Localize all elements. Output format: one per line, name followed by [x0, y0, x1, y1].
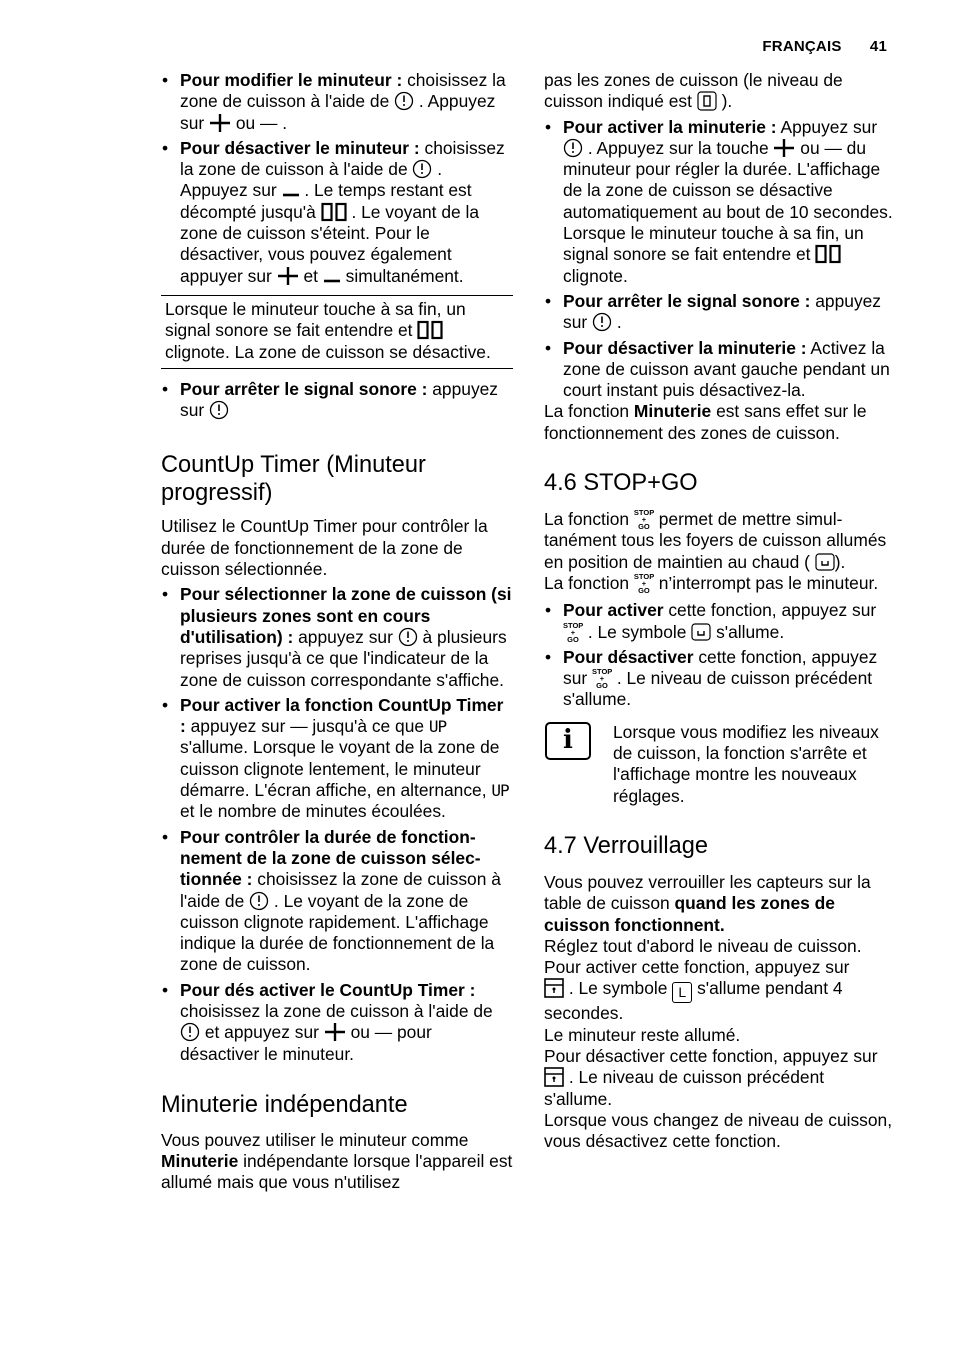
- signal-list: [161, 379, 513, 422]
- lock-paragraph-3: Pour activer cette fonction, appuyez sur . Le symbole L s'allume pendant 4 secondes.: [544, 957, 850, 1024]
- lock-paragraph-6: Lorsque vous changez de niveau de cuisson, vous désactivez cette fonction.: [544, 1109, 893, 1152]
- timer-icon: [398, 627, 418, 647]
- double-zero-display-icon: [417, 320, 443, 340]
- lock-icon: [544, 978, 564, 998]
- timer-icon: [249, 891, 269, 911]
- info-note: [544, 722, 896, 807]
- stop-go-paragraph-2: La fonction STOP + GO n’interrompt pas le minuteur.: [544, 571, 879, 595]
- stop-go-paragraph-1: La fonction STOP + GO permet de mettre simultanément tous les foyers de cuisson allumés en position de maintien au chaud ( ).: [544, 508, 887, 572]
- page-number: 41: [869, 38, 887, 55]
- countup-heading: CountUp Timer (Minuteur progressif): [161, 452, 426, 507]
- minus-icon: [282, 188, 300, 200]
- timer-icon: [394, 91, 414, 111]
- minuterie-paragraph: Vous pouvez utiliser le minuteur comme Minuterie indépendante lorsque l'appareil est allumé mais que vous n'utilisez: [161, 1129, 513, 1193]
- list-item: • Pour sélectionner la zone de cuisson (si plusieurs zones sont en cours d'utilisation) : appuyez sur à plusieurs reprises jusqu'à ce que l'indicateur de la zone de cuisson correspondante s'affiche.: [161, 584, 513, 690]
- lock-paragraph-4: Le minuteur reste allumé.: [544, 1024, 741, 1045]
- list-item: • Pour désactiver la minuterie : Activez la zone de cuisson avant gauche pendant un court instant puis désactivez-la.: [544, 338, 896, 402]
- lock-symbol-icon: L: [672, 982, 692, 1003]
- timer-icon: [180, 1022, 200, 1042]
- list-item: • Pour désactiver cette fonction, appuyez sur STOP + GO . Le niveau de cuisson précédent s'allume.: [544, 647, 896, 711]
- info-note-text: Lorsque vous modifiez les niveaux de cuisson, la fonction s'arrête et l'affichage montre les nouveaux réglages.: [613, 721, 879, 806]
- keep-warm-icon: [815, 552, 835, 572]
- timer-end-note: Lorsque le minuteur touche à sa fin, un signal sonore se fait entendre et clignote. La zone de cuisson se désactive.: [161, 295, 513, 369]
- zero-level-icon: [697, 91, 717, 111]
- stop-go-icon: STOP + GO: [592, 667, 613, 691]
- stop-go-list: [544, 600, 896, 710]
- right-column: [544, 70, 896, 1152]
- timer-icon: [209, 400, 229, 420]
- up-display-icon: UP: [491, 781, 509, 801]
- minuterie-list: [544, 117, 896, 402]
- stop-go-icon: STOP + GO: [633, 571, 655, 595]
- double-zero-display-icon: [815, 244, 841, 264]
- left-column: [161, 70, 513, 1194]
- timer-list: [161, 70, 513, 287]
- countup-intro: Utilisez le CountUp Timer pour contrôler la durée de fonctionnement de la zone de cuisson sélectionnée.: [161, 516, 488, 580]
- timer-icon: [563, 138, 583, 158]
- keep-warm-icon: [691, 622, 711, 642]
- minuterie-heading: Minuterie indépendante: [161, 1091, 408, 1118]
- list-item: • Pour activer la minuterie : Appuyez sur . Appuyez sur la touche ou — du minuteur pour régler la durée. L'affichage de la zone de cuisson se désactive automatiquement au bout de 10 secondes. Lorsque le minuteur touche à sa fin, un signal sonore se fait entendre et clignote.: [544, 117, 896, 287]
- stop-go-heading: 4.6 STOP+GO: [544, 470, 698, 497]
- lock-heading: 4.7 Verrouillage: [544, 832, 708, 859]
- stop-go-icon: STOP + GO: [563, 620, 584, 644]
- plus-icon: [324, 1022, 346, 1042]
- countup-list: [161, 584, 513, 1065]
- plus-icon: [277, 266, 299, 286]
- lock-icon: [544, 1067, 564, 1087]
- list-item: • Pour contrôler la durée de fonctionnement de la zone de cuisson sélectionnée : choisissez la zone de cuisson à l'aide de . Le voyant de la zone de cuisson clignote rapidement. L'affichage indique la durée de fonctionnement de la zone de cuisson.: [161, 827, 513, 976]
- list-item: • Pour dés activer le CountUp Timer : choisissez la zone de cuisson à l'aide de et appuyez sur ou — pour désactiver le minuteur.: [161, 980, 513, 1065]
- minuterie-function-note: La fonction Minuterie est sans effet sur le fonctionnement des zones de cuisson.: [544, 401, 867, 443]
- lock-paragraph-5: Pour désactiver cette fonction, appuyez sur . Le niveau de cuisson précédent s'allume.: [544, 1045, 878, 1109]
- list-item: • Pour arrêter le signal sonore : appuyez sur .: [544, 291, 896, 334]
- page-header: [762, 38, 887, 55]
- up-display-icon: UP: [428, 717, 447, 737]
- plus-icon: [209, 113, 231, 133]
- info-icon: i: [545, 722, 591, 760]
- list-item: • Pour activer la fonction CountUp Timer : appuyez sur — jusqu'à ce que UP s'allume. Lorsque le voyant de la zone de cuisson clignote lentement, le minuteur démarre. L'écran affiche, en alternance, UP et le nombre de minutes écoulées.: [161, 695, 513, 823]
- timer-icon: [412, 159, 432, 179]
- language-label: FRANÇAIS: [762, 38, 842, 55]
- double-zero-display-icon: [321, 202, 347, 222]
- list-item: • Pour arrêter le signal sonore : appuyez sur: [161, 379, 513, 422]
- list-item: • Pour activer cette fonction, appuyez sur STOP + GO . Le symbole s'allume.: [544, 600, 896, 643]
- list-item: • Pour modifier le minuteur : choisissez la zone de cuisson à l'aide de . Appuyez sur ou — .: [161, 70, 513, 134]
- lock-paragraph-2: Réglez tout d'abord le niveau de cuisson.: [544, 935, 862, 956]
- plus-icon: [773, 138, 795, 158]
- minuterie-continued: pas les zones de cuisson (le niveau de cuisson indiqué est ).: [544, 70, 843, 112]
- stop-go-icon: STOP + GO: [633, 508, 655, 532]
- minus-icon: [323, 274, 341, 286]
- list-item: • Pour désactiver le minuteur : choisissez la zone de cuisson à l'aide de . Appuyez sur . Le temps restant est décompté jusqu'à . Le voyant de la zone de cuisson s'éteint. Pour le désactiver, vous pouvez également appuyer sur et simultanément.: [161, 138, 513, 287]
- timer-icon: [592, 312, 612, 332]
- lock-paragraph-1: Vous pouvez verrouiller les capteurs sur la table de cuisson quand les zones de cuisson fonctionnent.: [544, 871, 871, 935]
